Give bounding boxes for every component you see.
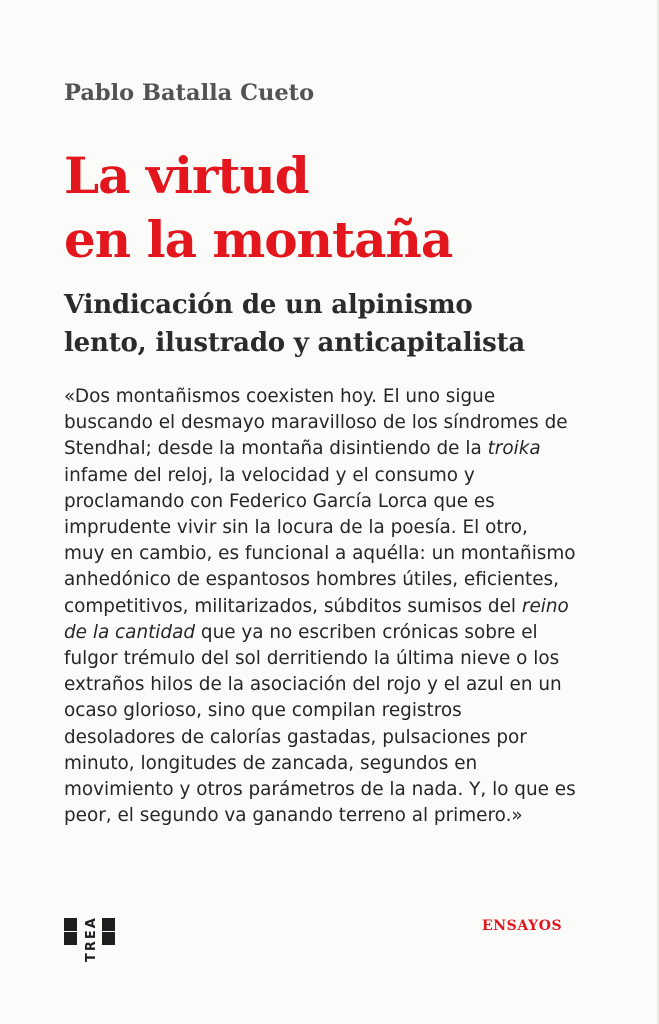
logo-square-icon: [102, 932, 115, 945]
book-title: [64, 144, 452, 272]
blurb-line: [64, 725, 644, 751]
blurb-italic-text: reino: [521, 595, 569, 617]
blurb-text: infame del reloj, la velocidad y el consumo y: [64, 464, 475, 486]
blurb-line: [64, 698, 644, 724]
blurb-line: [64, 777, 644, 803]
blurb-italic-text: troika: [487, 438, 541, 460]
subtitle-line-1: Vindicación de un alpinismo: [64, 290, 473, 320]
publisher-name: TREA: [84, 916, 99, 962]
title-line-1: La virtud: [64, 146, 309, 205]
title-line-2: en la montaña: [64, 210, 453, 269]
book-subtitle: [64, 286, 525, 362]
blurb-text: «Dos montañismos coexisten hoy. El uno sigue: [64, 386, 496, 407]
author-name: Pablo Batalla Cueto: [64, 80, 315, 106]
blurb-text: buscando el desmayo maravilloso de los síndromes de: [64, 412, 568, 434]
blurb-text: desoladores de calorías gastadas, pulsaciones por: [64, 726, 527, 748]
subtitle-line-2: lento, ilustrado y anticapitalista: [64, 328, 526, 358]
blurb-text: proclamando con Federico García Lorca que es: [64, 490, 495, 512]
blurb-text: anhedónico de espantosos hombres útiles, eficientes,: [64, 569, 559, 591]
blurb-line: [64, 803, 644, 829]
blurb-text: minuto, longitudes de zancada, segundos en: [64, 752, 478, 774]
blurb-italic-text: de la cantidad: [64, 621, 196, 643]
blurb-text: que ya no escriben crónicas sobre el: [195, 621, 538, 643]
blurb-text: movimiento y otros parámetros de la nada. Y, lo que es: [64, 779, 576, 801]
blurb-text: muy en cambio, es funcional a aquélla: un montañismo: [64, 543, 576, 565]
blurb-line: [64, 751, 644, 777]
blurb-text: fulgor trémulo del sol derritiendo la última nieve o los: [64, 648, 560, 670]
blurb-text: imprudente vivir sin la locura de la poesía. El otro,: [64, 517, 528, 539]
blurb-line: [64, 463, 644, 489]
logo-square-icon: [102, 918, 115, 931]
blurb-line: [64, 646, 644, 672]
blurb-line: [64, 594, 644, 620]
blurb-text: ocaso glorioso, sino que compilan registros: [64, 700, 462, 722]
series-label: ENSAYOS: [482, 918, 563, 934]
blurb-text: extraños hilos de la asociación del rojo y el azul en un: [64, 674, 562, 696]
logo-square-icon: [64, 918, 77, 931]
blurb-line: [64, 489, 644, 515]
blurb-line: [64, 436, 644, 462]
blurb-line: [64, 410, 644, 436]
logo-square-icon: [64, 932, 77, 945]
blurb-line: [64, 672, 644, 698]
publisher-logo: [64, 910, 116, 990]
blurb-line: [64, 384, 644, 410]
blurb-text: peor, el segundo va ganando terreno al primero.»: [64, 805, 523, 827]
blurb-text: Stendhal; desde la montaña disintiendo de la: [64, 438, 488, 460]
blurb-line: [64, 620, 644, 646]
blurb-quote: [64, 384, 644, 829]
blurb-line: [64, 515, 644, 541]
blurb-line: [64, 567, 644, 593]
blurb-line: [64, 541, 644, 567]
blurb-text: competitivos, militarizados, súbditos sumisos del: [64, 595, 522, 617]
